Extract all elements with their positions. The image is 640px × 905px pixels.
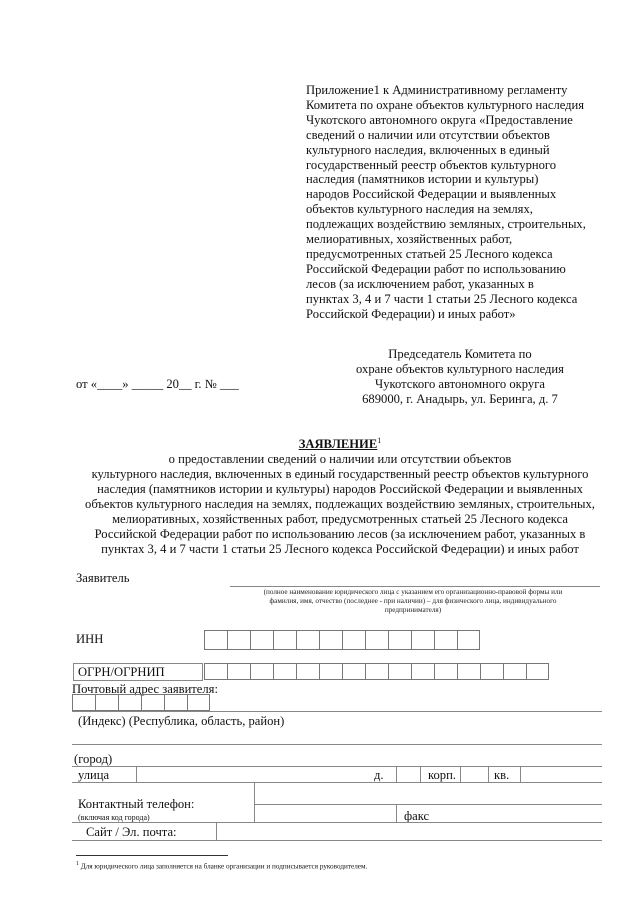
statement-title xyxy=(60,434,620,556)
input-cell[interactable] xyxy=(388,630,411,650)
input-cell[interactable] xyxy=(411,663,434,680)
statement-subject-line: о предоставлении сведений о наличии или отсутствии объектов xyxy=(168,452,512,467)
apartment-divider xyxy=(520,766,521,782)
postal-address-line xyxy=(72,711,602,712)
input-cell[interactable] xyxy=(296,630,319,650)
appendix-line: Российской Федерации работ по использованию xyxy=(306,261,566,276)
appendix-line: мелиоративных, хозяйственных работ, xyxy=(306,232,513,247)
input-cell[interactable] xyxy=(411,630,434,650)
input-cell[interactable] xyxy=(227,663,250,680)
statement-subject-line: культурного наследия, включенных в единый государственный реестр объектов культурного xyxy=(91,467,589,481)
appendix-line: предусмотренных статьей 25 Лесного кодекса xyxy=(306,246,553,261)
postal-index-cells[interactable] xyxy=(72,694,210,711)
input-cell[interactable] xyxy=(204,663,227,680)
fax-label: факс xyxy=(404,809,430,823)
statement-subject-line: объектов культурного наследия на землях, подлежащих воздействию земляных, строительных, xyxy=(85,496,595,511)
appendix-line: наследия (памятников истории и культуры) xyxy=(306,172,539,187)
appendix-line: Приложение1 к Административному регламенту xyxy=(306,83,568,97)
input-cell[interactable] xyxy=(319,630,342,650)
input-cell[interactable] xyxy=(365,630,388,650)
input-cell[interactable] xyxy=(72,694,95,711)
phone-label: Контактный телефон: xyxy=(78,797,195,811)
house-divider xyxy=(396,766,397,782)
city-label: (город) xyxy=(74,752,113,766)
input-cell[interactable] xyxy=(503,663,526,680)
recipient-line: 689000, г. Анадырь, ул. Беринга, д. 7 xyxy=(362,391,558,406)
address-line-2[interactable] xyxy=(72,744,602,745)
appendix-line: Чукотского автономного округа «Предоставление xyxy=(306,112,573,127)
footnote-separator xyxy=(76,855,228,856)
house-label: д. xyxy=(374,768,384,782)
heading-footnote-mark: 1 xyxy=(377,436,382,445)
input-cell[interactable] xyxy=(365,663,388,680)
input-cell[interactable] xyxy=(95,694,118,711)
appendix-line: государственный реестр объектов культурного xyxy=(306,157,557,172)
input-cell[interactable] xyxy=(457,663,480,680)
appendix-line: лесов (за исключением работ, указанных в xyxy=(306,276,534,291)
input-cell[interactable] xyxy=(342,663,365,680)
building-divider-2 xyxy=(488,766,489,782)
building-label: корп. xyxy=(428,768,456,782)
date-number-line: от «____» _____ 20__ г. № ___ xyxy=(76,377,239,391)
appendix-line: народов Российской Федерации и выявленных xyxy=(306,187,557,202)
recipient-line: Председатель Комитета по xyxy=(388,347,532,361)
input-cell[interactable] xyxy=(250,663,273,680)
input-cell[interactable] xyxy=(273,630,296,650)
phone-field[interactable] xyxy=(254,804,602,805)
input-cell[interactable] xyxy=(434,663,457,680)
street-divider xyxy=(136,766,137,782)
postal-address-label: Почтовый адрес заявителя: xyxy=(72,682,218,696)
house-divider-2 xyxy=(420,766,421,782)
input-cell[interactable] xyxy=(273,663,296,680)
input-cell[interactable] xyxy=(227,630,250,650)
statement-subject-line: Российской Федерации работ по использованию лесов (за исключением работ, указанных в xyxy=(94,526,586,541)
ogrn-label: ОГРН/ОГРНИП xyxy=(78,665,165,679)
input-cell[interactable] xyxy=(118,694,141,711)
street-row-bottom xyxy=(72,782,602,783)
statement-subject xyxy=(60,452,620,556)
input-cell[interactable] xyxy=(342,630,365,650)
building-divider xyxy=(460,766,461,782)
input-cell[interactable] xyxy=(204,630,227,650)
site-email-field[interactable] xyxy=(72,840,602,841)
recipient-line: Чукотского автономного округа xyxy=(375,376,545,391)
appendix-line: Комитета по охране объектов культурного наследия xyxy=(306,97,585,112)
input-cell[interactable] xyxy=(296,663,319,680)
applicant-hint: (полное наименование юридического лица с указанием его организационно-правовой формы или фамилия, имя, отчество (последнее - при наличии) – для физического лица, индивидуального предпринимателя) xyxy=(263,588,563,615)
appendix-line: культурного наследия, включенных в единый xyxy=(306,142,550,157)
phone-divider xyxy=(254,782,255,822)
city-field[interactable] xyxy=(72,766,602,767)
input-cell[interactable] xyxy=(480,663,503,680)
inn-label: ИНН xyxy=(76,632,104,646)
input-cell[interactable] xyxy=(434,630,457,650)
applicant-name-field[interactable] xyxy=(230,586,600,587)
statement-subject-line: наследия (памятников истории и культуры) народов Российской Федерации и выявленных xyxy=(97,481,583,496)
statement-subject-line: мелиоративных, хозяйственных работ, предусмотренных статьей 25 Лесного кодекса xyxy=(112,511,568,526)
appendix-line: пунктах 3, 4 и 7 части 1 статьи 25 Лесного кодекса xyxy=(306,291,578,306)
site-email-label: Сайт / Эл. почта: xyxy=(86,825,177,839)
phone-row-bottom xyxy=(72,822,602,823)
apartment-label: кв. xyxy=(494,768,510,782)
input-cell[interactable] xyxy=(526,663,549,680)
statement-subject-line: пунктах 3, 4 и 7 части 1 статьи 25 Лесного кодекса Российской Федерации) и иных работ xyxy=(101,541,579,556)
index-region-label: (Индекс) (Республика, область, район) xyxy=(78,714,285,728)
input-cell[interactable] xyxy=(457,630,480,650)
recipient-block xyxy=(330,347,590,407)
input-cell[interactable] xyxy=(250,630,273,650)
input-cell[interactable] xyxy=(319,663,342,680)
appendix-block xyxy=(306,83,616,322)
street-label: улица xyxy=(78,768,110,782)
recipient-line: охране объектов культурного наследия xyxy=(356,361,564,376)
footnote: $^1$ Для юридического лица заполняется на бланке организации и подписывается руководителем. xyxy=(76,861,368,871)
appendix-line: объектов культурного наследия на землях, xyxy=(306,202,533,217)
input-cell[interactable] xyxy=(164,694,187,711)
input-cell[interactable] xyxy=(187,694,210,711)
appendix-line: подлежащих воздействию земляных, строительных, xyxy=(306,217,586,232)
statement-heading: ЗАЯВЛЕНИЕ xyxy=(298,437,378,452)
appendix-line: сведений о наличии или отсутствии объектов xyxy=(306,127,550,142)
fax-divider xyxy=(396,804,397,822)
applicant-label: Заявитель xyxy=(76,571,130,585)
phone-hint: (включая код города) xyxy=(78,813,150,822)
inn-cells[interactable] xyxy=(204,630,480,650)
input-cell[interactable] xyxy=(388,663,411,680)
ogrn-cells[interactable] xyxy=(204,663,549,680)
appendix-line: Российской Федерации) и иных работ» xyxy=(306,306,516,321)
input-cell[interactable] xyxy=(141,694,164,711)
site-divider xyxy=(216,822,217,840)
